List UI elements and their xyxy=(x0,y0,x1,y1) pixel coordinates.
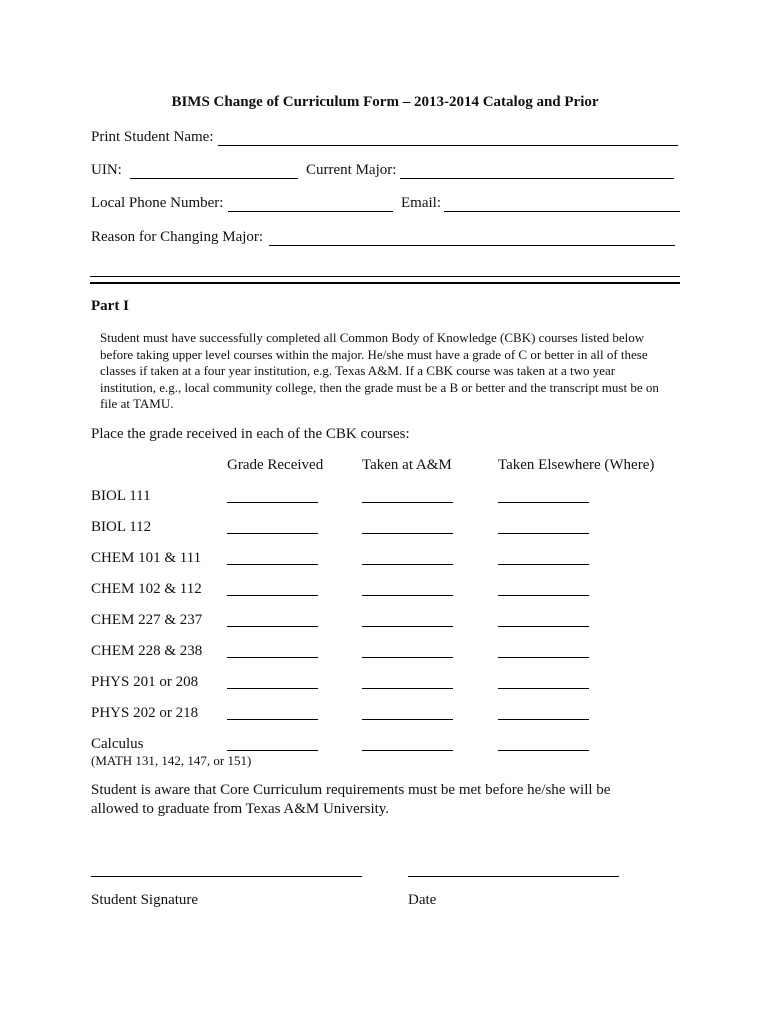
course-note: (MATH 131, 142, 147, or 151) xyxy=(91,753,252,768)
current-major-label: Current Major: xyxy=(306,162,397,178)
col-taken-at-am: Taken at A&M xyxy=(362,457,452,473)
phone-underline xyxy=(228,211,393,212)
form-title: BIMS Change of Curriculum Form – 2013-2014 Catalog and Prior xyxy=(171,94,599,110)
taken-at-am-blank[interactable] xyxy=(362,719,453,720)
taken-at-am-blank[interactable] xyxy=(362,533,453,534)
uin-label: UIN: xyxy=(91,162,122,178)
course-name: PHYS 201 or 208 xyxy=(91,674,199,690)
student-name-label: Print Student Name: xyxy=(91,129,214,145)
core-curriculum-statement: Student is aware that Core Curriculum requirements must be met before he/she will be allowed to graduate from Texas A&M University. xyxy=(91,782,611,817)
grade-received-blank[interactable] xyxy=(227,626,318,627)
reason-label: Reason for Changing Major: xyxy=(91,229,264,245)
taken-elsewhere-blank[interactable] xyxy=(498,719,589,720)
student-name-field[interactable] xyxy=(220,127,676,145)
cbk-instructions: Student must have successfully completed all Common Body of Knowledge (CBK) courses listed below before taking upper level courses within the major. He/she must have a grade of C or better in all of these classes if taken at a four year institution, e.g. Texas A&M. If a CBK course was taken at a two year institution, e.g., local community college, then the grade must be a B or better and the transcript must be on file at TAMU. xyxy=(100,330,659,411)
current-major-underline xyxy=(400,178,674,179)
grade-received-blank[interactable] xyxy=(227,564,318,565)
grade-received-blank[interactable] xyxy=(227,502,318,503)
taken-at-am-blank[interactable] xyxy=(362,626,453,627)
section-divider xyxy=(90,282,680,284)
grade-received-blank[interactable] xyxy=(227,595,318,596)
taken-at-am-blank[interactable] xyxy=(362,595,453,596)
grade-received-blank[interactable] xyxy=(227,750,318,751)
current-major-field[interactable] xyxy=(402,160,672,178)
taken-elsewhere-blank[interactable] xyxy=(498,657,589,658)
grade-received-blank[interactable] xyxy=(227,657,318,658)
taken-at-am-blank[interactable] xyxy=(362,750,453,751)
reason-field[interactable] xyxy=(271,227,673,245)
course-name: CHEM 228 & 238 xyxy=(91,643,203,659)
signature-label: Student Signature xyxy=(91,892,199,908)
taken-elsewhere-blank[interactable] xyxy=(498,533,589,534)
email-underline xyxy=(444,211,680,212)
student-name-underline xyxy=(218,145,678,146)
taken-elsewhere-blank[interactable] xyxy=(498,564,589,565)
uin-underline xyxy=(130,178,298,179)
grade-received-blank[interactable] xyxy=(227,533,318,534)
taken-elsewhere-blank[interactable] xyxy=(498,750,589,751)
uin-field[interactable] xyxy=(132,160,296,178)
col-grade-received: Grade Received xyxy=(227,457,324,473)
course-name: CHEM 101 & 111 xyxy=(91,550,202,566)
phone-field[interactable] xyxy=(230,193,391,211)
reason-second-line xyxy=(90,276,680,277)
part-heading: Part I xyxy=(91,298,129,314)
course-name: PHYS 202 or 218 xyxy=(91,705,199,721)
signature-line[interactable] xyxy=(91,876,362,877)
date-line[interactable] xyxy=(408,876,619,877)
taken-at-am-blank[interactable] xyxy=(362,657,453,658)
grade-received-blank[interactable] xyxy=(227,719,318,720)
reason-underline xyxy=(269,245,675,246)
taken-elsewhere-blank[interactable] xyxy=(498,688,589,689)
taken-elsewhere-blank[interactable] xyxy=(498,626,589,627)
cbk-prompt: Place the grade received in each of the CBK courses: xyxy=(91,426,410,442)
course-name: BIOL 112 xyxy=(91,519,152,535)
date-label: Date xyxy=(408,892,437,908)
taken-elsewhere-blank[interactable] xyxy=(498,502,589,503)
course-name: BIOL 111 xyxy=(91,488,151,504)
phone-label: Local Phone Number: xyxy=(91,195,224,211)
grade-received-blank[interactable] xyxy=(227,688,318,689)
email-field[interactable] xyxy=(446,193,678,211)
email-label: Email: xyxy=(401,195,441,211)
course-name: CHEM 227 & 237 xyxy=(91,612,203,628)
course-name: CHEM 102 & 112 xyxy=(91,581,202,597)
taken-at-am-blank[interactable] xyxy=(362,688,453,689)
taken-at-am-blank[interactable] xyxy=(362,502,453,503)
col-taken-elsewhere: Taken Elsewhere (Where) xyxy=(498,457,655,473)
taken-elsewhere-blank[interactable] xyxy=(498,595,589,596)
course-name: Calculus xyxy=(91,736,144,752)
taken-at-am-blank[interactable] xyxy=(362,564,453,565)
